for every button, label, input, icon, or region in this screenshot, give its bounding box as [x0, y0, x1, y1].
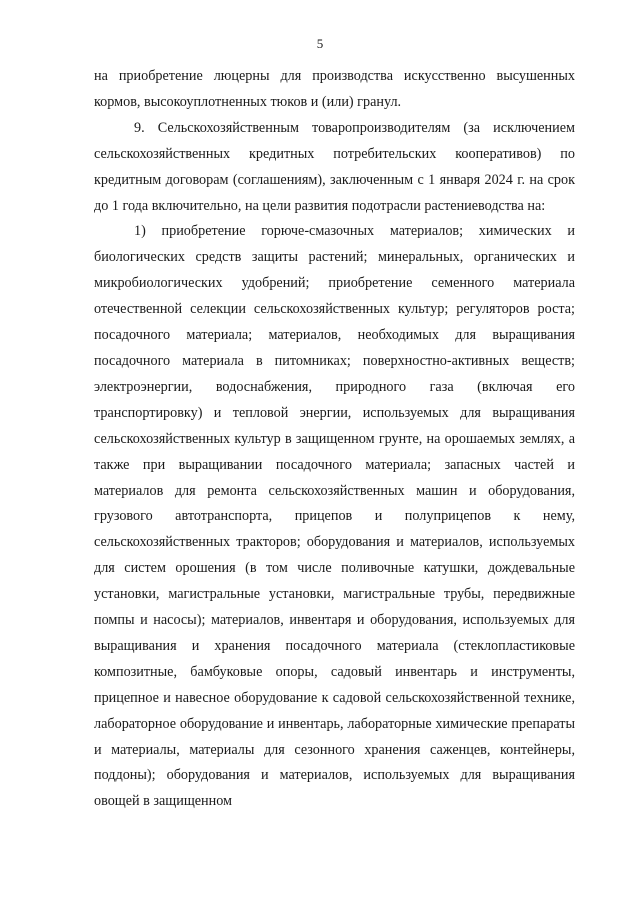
paragraph-item-9: 9. Сельскохозяйственным товаропроизводителям (за исключением сельскохозяйственных кредитных потребительских кооперативов) по кредитным договорам (соглашениям), заключенным с 1 января 2024 г. на срок до 1 года включительно, на цели развития подотрасли растениеводства на:: [94, 119, 575, 214]
document-body: [94, 64, 575, 815]
page-number: 5: [316, 36, 324, 51]
paragraph-continuation: на приобретение люцерны для производства искусственно высушенных кормов, высокоуплотненных тюков и (или) гранул.: [94, 68, 575, 110]
paragraph-subitem-1: 1) приобретение горюче-смазочных материалов; химических и биологических средств защиты растений; минеральных, органических и микробиологических удобрений; приобретение семенного материала отечественной селекции сельскохозяйственных культур; регуляторов роста; посадочного материала; материалов, необходимых для выращивания посадочного материала в питомниках; поверхностно-активных веществ; электроэнергии, водоснабжения, природного газа (включая его транспортировку) и тепловой энергии, используемых для выращивания сельскохозяйственных культур в защищенном грунте, на орошаемых землях, а также при выращивании посадочного материала; запасных частей и материалов для ремонта сельскохозяйственных машин и оборудования, грузового автотранспорта, прицепов и полуприцепов к нему, сельскохозяйственных тракторов; оборудования и материалов, используемых для систем орошения (в том числе поливочные катушки, дождевальные установки, магистральные установки, магистральные трубы, передвижные помпы и насосы); материалов, инвентаря и оборудования, используемых для выращивания и хранения посадочного материала (стеклопластиковые композитные, бамбуковые опоры, садовый инвентарь и инструменты, прицепное и навесное оборудование к садовой сельскохозяйственной технике, лабораторное оборудование и инвентарь, лабораторные химические препараты и материалы, материалы для сезонного хранения саженцев, контейнеры, поддоны); оборудования и материалов, используемых для выращивания овощей в защищенном: [94, 223, 575, 810]
